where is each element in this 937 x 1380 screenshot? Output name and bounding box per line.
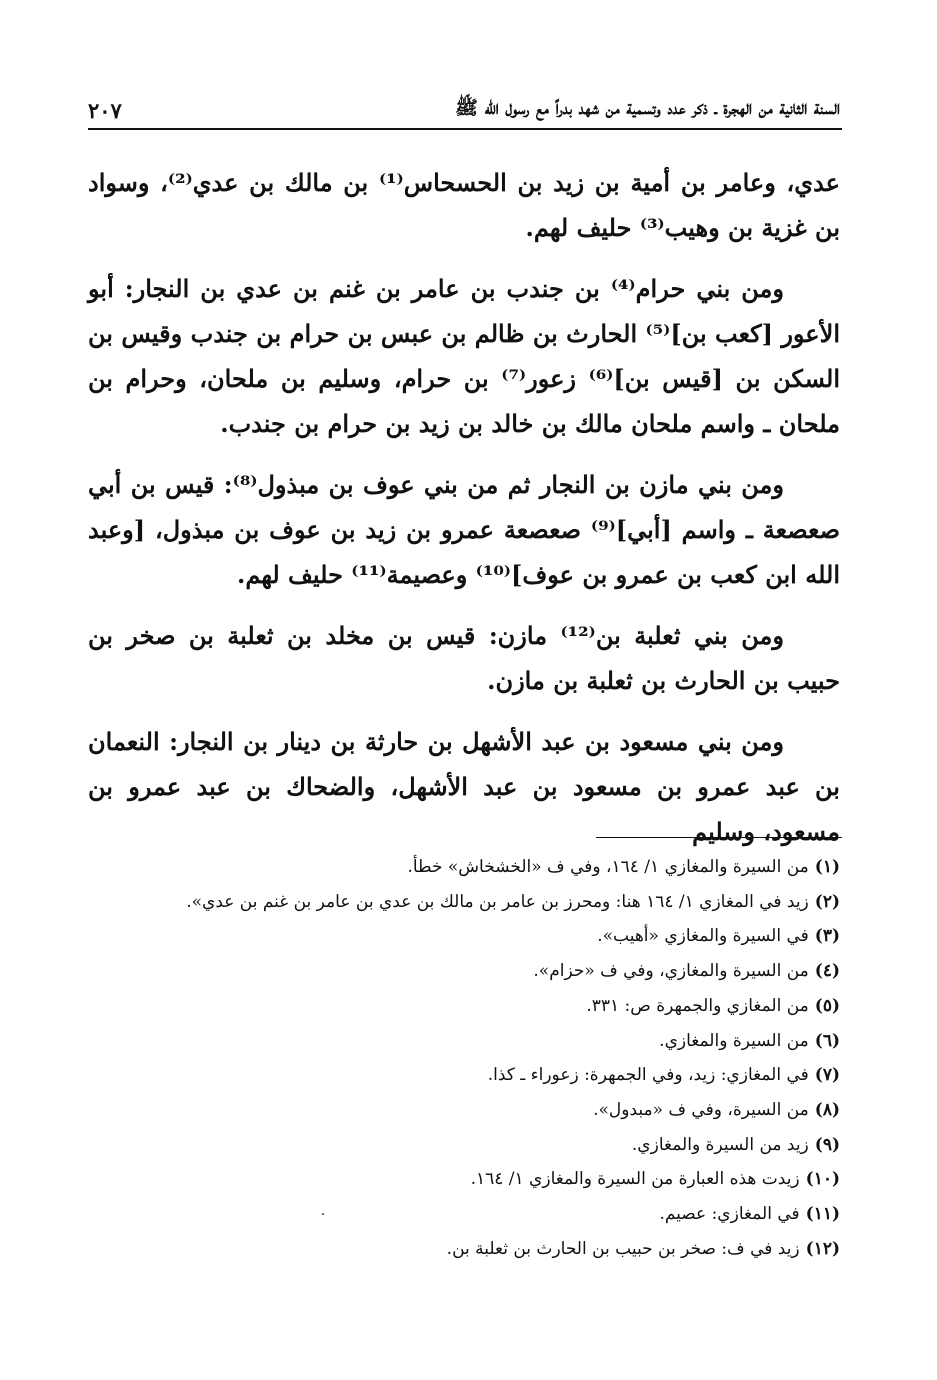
main-text bbox=[88, 160, 840, 870]
footnote-text: من السيرة، وفي ف «مبدول». bbox=[593, 1099, 809, 1120]
footnote-number: (١٢) bbox=[805, 1238, 840, 1259]
paragraph: ومن بني ثعلبة بن⁽¹²⁾ مازن: قيس بن مخلد بن ثعلبة بن صخر بن حبيب بن الحارث بن ثعلبة بن مازن. bbox=[88, 621, 840, 695]
footnote-text: زيد من السيرة والمغازي. bbox=[631, 1134, 809, 1155]
footnote bbox=[88, 1058, 840, 1093]
page-number: ٢٠٧ bbox=[88, 97, 122, 123]
footnote-text: في السيرة والمغازي «أهيب». bbox=[597, 926, 809, 947]
footnote-number: (٣) bbox=[814, 926, 840, 947]
footnote-number: (٥) bbox=[814, 995, 840, 1016]
footnote-text: زيد في المغازي ١/ ١٦٤ هنا: ومحرز بن عامر بن مالك بن عدي بن عامر بن غنم بن عدي». bbox=[186, 891, 809, 912]
footnote-text: من السيرة والمغازي ١/ ١٦٤، وفي ف «الخشخاش» خطأ. bbox=[407, 857, 809, 877]
print-speck bbox=[322, 1213, 324, 1215]
footnote bbox=[88, 954, 840, 989]
footnote-number: (١١) bbox=[805, 1204, 840, 1225]
footnote bbox=[88, 919, 840, 954]
paragraph: ومن بني مسعود بن عبد الأشهل بن حارثة بن دينار بن النجار: النعمان بن عبد عمرو بن مسعود بن عبد الأشهل، والضحاك بن عبد عمرو بن مسعود، وسليم bbox=[88, 727, 840, 846]
footnote-number: (٩) bbox=[814, 1134, 840, 1155]
running-title: السنة الثانية من الهجرة ـ ذكر عدد وتسمية من شهد بدراً مع رسول الله ﷺ bbox=[455, 97, 840, 119]
paragraph: ومن بني حرام⁽⁴⁾ بن جندب بن عامر بن غنم بن عدي بن النجار: أبو الأعور [كعب بن]⁽⁵⁾ الحارث بن ظالم بن عبس بن حرام بن جندب وقيس بن السكن بن [قيس بن]⁽⁶⁾ زعور⁽⁷⁾ بن حرام، وسليم بن ملحان، وحرام بن ملحان ـ واسم ملحان مالك بن خالد بن زيد بن حرام بن جندب. bbox=[88, 274, 840, 438]
footnote bbox=[88, 1093, 840, 1128]
page-header bbox=[88, 93, 840, 127]
footnote bbox=[88, 1024, 840, 1059]
footnote-text: في المغازي: زيد، وفي الجمهرة: زعوراء ـ كذا. bbox=[487, 1065, 809, 1086]
footnote bbox=[88, 1162, 840, 1197]
footnote-number: (٧) bbox=[814, 1065, 840, 1086]
footnote-number: (٨) bbox=[814, 1099, 840, 1120]
footnote-text: زيد في ف: صخر بن حبيب بن الحارث بن ثعلبة بن. bbox=[446, 1238, 800, 1259]
paragraph: عدي، وعامر بن أمية بن زيد بن الحسحاس⁽¹⁾ بن مالك بن عدي⁽²⁾، وسواد بن غزية بن وهيب⁽³⁾ حليف لهم. bbox=[88, 168, 840, 242]
footnote-number: (٤) bbox=[814, 961, 840, 982]
footnote-number: (٦) bbox=[814, 1030, 840, 1051]
paragraph: ومن بني مازن بن النجار ثم من بني عوف بن مبذول⁽⁸⁾: قيس بن أبي صعصعة ـ واسم [أبي]⁽⁹⁾ صعصعة عمرو بن زيد بن عوف بن مبذول، [وعبد الله ابن كعب بن عمرو بن عوف]⁽¹⁰⁾ وعصيمة⁽¹¹⁾ حليف لهم. bbox=[88, 470, 840, 589]
footnote-text: من المغازي والجمهرة ص: ٣٣١. bbox=[586, 995, 809, 1016]
footnote bbox=[88, 1232, 840, 1267]
footnote bbox=[88, 1197, 840, 1232]
footnote-text: زيدت هذه العبارة من السيرة والمغازي ١/ ١٦٤. bbox=[470, 1169, 800, 1190]
footnote bbox=[88, 885, 840, 920]
footnote-text: في المغازي: عصيم. bbox=[659, 1204, 800, 1225]
header-divider bbox=[88, 128, 842, 130]
footnote bbox=[88, 850, 840, 885]
footnote-number: (١٠) bbox=[805, 1169, 840, 1190]
footnote-text: من السيرة والمغازي. bbox=[659, 1030, 809, 1051]
footnote-divider bbox=[596, 837, 842, 838]
footnote bbox=[88, 989, 840, 1024]
footnote-number: (٢) bbox=[814, 891, 840, 912]
footnote bbox=[88, 1128, 840, 1163]
footnote-number: (١) bbox=[814, 857, 840, 877]
footnotes bbox=[88, 850, 840, 1266]
footnote-text: من السيرة والمغازي، وفي ف «حزام». bbox=[533, 961, 809, 982]
